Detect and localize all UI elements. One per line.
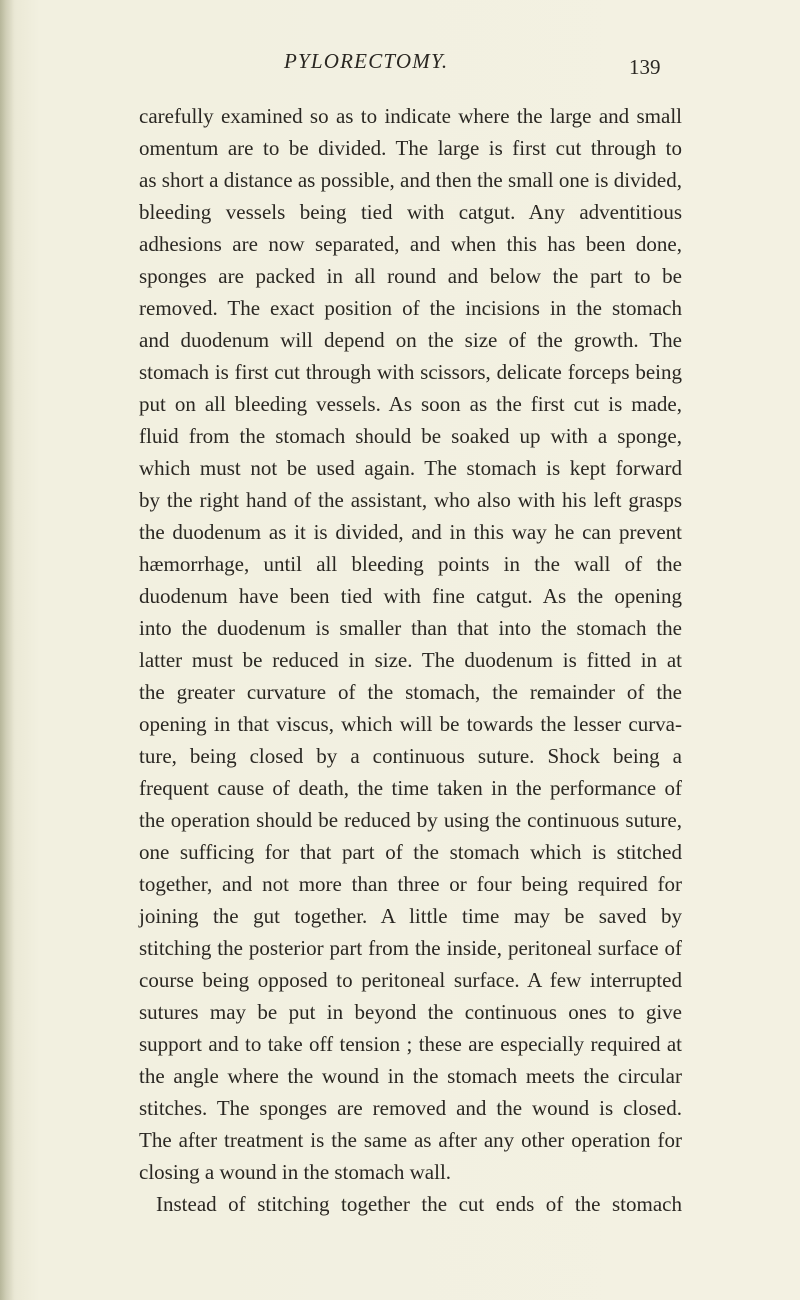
text-line: support and to take off tension ; these are especially required at: [139, 1032, 682, 1056]
running-title: PYLORECTOMY.: [284, 49, 449, 73]
text-line: duodenum have been tied with fine catgut. As the opening: [139, 584, 682, 608]
text-line: course being opposed to peritoneal surface. A few interrupted: [139, 968, 682, 992]
text-line: the operation should be reduced by using the continuous suture,: [139, 808, 682, 832]
paragraph-end-line: closing a wound in the stomach wall.: [139, 1160, 452, 1184]
text-line: hæmorrhage, until all bleeding points in the wall of the: [139, 552, 682, 576]
text-line: adhesions are now separated, and when this has been done,: [139, 232, 682, 256]
text-line: stitching the posterior part from the inside, peritoneal surface of: [139, 936, 682, 960]
text-line: stitches. The sponges are removed and the wound is closed.: [139, 1096, 682, 1120]
text-line: as short a distance as possible, and then the small one is divided,: [139, 168, 682, 192]
text-line: and duodenum will depend on the size of the growth. The: [139, 328, 682, 352]
text-line: into the duodenum is smaller than that into the stomach the: [139, 616, 682, 640]
text-line: stomach is first cut through with scissors, delicate forceps being: [139, 360, 682, 384]
text-line: the angle where the wound in the stomach meets the circular: [139, 1064, 682, 1088]
text-line: removed. The exact position of the incisions in the stomach: [139, 296, 682, 320]
text-line: together, and not more than three or four being required for: [139, 872, 682, 896]
text-line: bleeding vessels being tied with catgut. Any adventitious: [139, 200, 682, 224]
page-binding-shadow: [0, 0, 14, 1300]
text-line: one sufficing for that part of the stomach which is stitched: [139, 840, 682, 864]
text-line: which must not be used again. The stomach is kept forward: [139, 456, 682, 480]
text-line: fluid from the stomach should be soaked up with a sponge,: [139, 424, 682, 448]
text-line: sponges are packed in all round and below the part to be: [139, 264, 682, 288]
text-line: by the right hand of the assistant, who also with his left grasps: [139, 488, 682, 512]
text-line: carefully examined so as to indicate where the large and small: [139, 104, 682, 128]
running-header: [0, 49, 800, 81]
text-line: joining the gut together. A little time may be saved by: [139, 904, 682, 928]
text-line: latter must be reduced in size. The duodenum is fitted in at: [139, 648, 682, 672]
text-line: omentum are to be divided. The large is first cut through to: [139, 136, 682, 160]
text-line: put on all bleeding vessels. As soon as the first cut is made,: [139, 392, 682, 416]
text-line: sutures may be put in beyond the continuous ones to give: [139, 1000, 682, 1024]
paragraph-start-line: Instead of stitching together the cut ends of the stomach: [156, 1192, 682, 1216]
text-line: ture, being closed by a continuous suture. Shock being a: [139, 744, 682, 768]
text-line: the greater curvature of the stomach, the remainder of the: [139, 680, 682, 704]
text-line: opening in that viscus, which will be towards the lesser curva-: [139, 712, 682, 736]
text-line: the duodenum as it is divided, and in this way he can prevent: [139, 520, 682, 544]
text-line: frequent cause of death, the time taken in the performance of: [139, 776, 682, 800]
text-line: The after treatment is the same as after any other operation for: [139, 1128, 682, 1152]
page-number: 139: [629, 55, 661, 79]
